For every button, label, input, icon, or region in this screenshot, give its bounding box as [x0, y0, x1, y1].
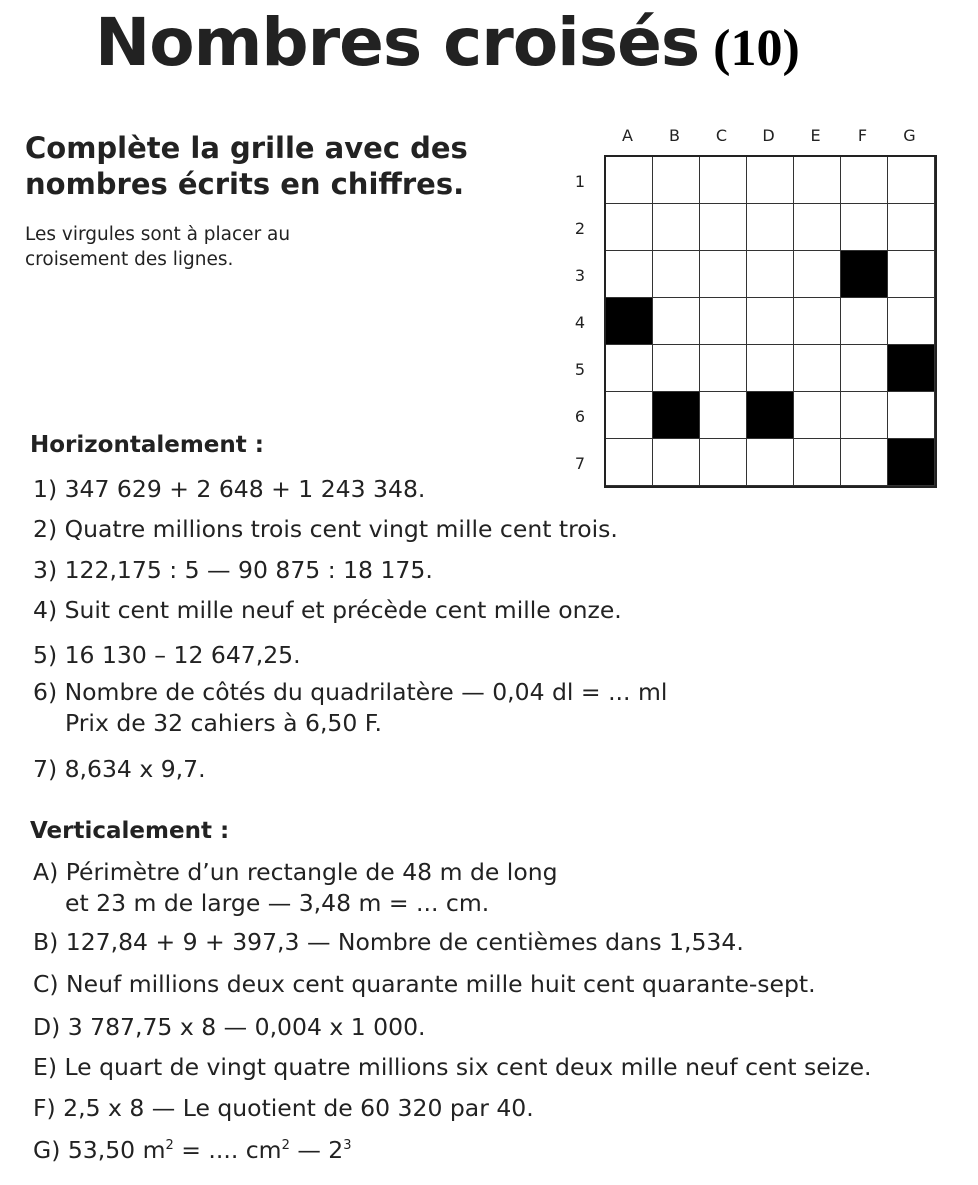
- column-label-b: B: [669, 126, 680, 145]
- grid-cell-e3[interactable]: [794, 251, 841, 298]
- vertical-clue-g: [33, 1135, 352, 1166]
- column-label-d: D: [762, 126, 775, 145]
- grid-cell-b2[interactable]: [653, 204, 700, 251]
- vertical-clue-g-part1: G) 53,50 m: [33, 1136, 166, 1164]
- row-label-3: 3: [574, 266, 586, 285]
- grid-cell-d2[interactable]: [747, 204, 794, 251]
- grid-cell-g6[interactable]: [888, 392, 935, 439]
- horizontal-clue-6-line2: Prix de 32 cahiers à 6,50 F.: [65, 709, 382, 737]
- vertical-clue-a-line2: et 23 m de large — 3,48 m = ... cm.: [65, 889, 490, 917]
- black-cell-d6: [747, 392, 794, 439]
- row-label-5: 5: [574, 360, 586, 379]
- column-label-c: C: [715, 126, 728, 145]
- grid-cell-b4[interactable]: [653, 298, 700, 345]
- grid-cell-c2[interactable]: [700, 204, 747, 251]
- grid-cell-f6[interactable]: [841, 392, 888, 439]
- grid-cell-c4[interactable]: [700, 298, 747, 345]
- horizontal-clue-3: 3) 122,175 : 5 — 90 875 : 18 175.: [33, 556, 433, 584]
- black-cell-a4: [606, 298, 653, 345]
- grid-cell-d3[interactable]: [747, 251, 794, 298]
- grid-cell-e4[interactable]: [794, 298, 841, 345]
- grid-cell-f7[interactable]: [841, 439, 888, 486]
- black-cell-g5: [888, 345, 935, 392]
- horizontal-clue-2: 2) Quatre millions trois cent vingt mille cent trois.: [33, 515, 618, 543]
- grid-cell-b7[interactable]: [653, 439, 700, 486]
- vertical-clue-a: [33, 857, 558, 919]
- grid-cell-d7[interactable]: [747, 439, 794, 486]
- grid-cell-g1[interactable]: [888, 157, 935, 204]
- horizontal-clue-5: 5) 16 130 – 12 647,25.: [33, 641, 301, 669]
- grid-cell-e7[interactable]: [794, 439, 841, 486]
- grid-cell-b1[interactable]: [653, 157, 700, 204]
- title-number: (10): [713, 20, 800, 77]
- grid-cell-a2[interactable]: [606, 204, 653, 251]
- vertical-clue-g-part2: = .... cm: [173, 1136, 282, 1164]
- horizontal-clue-1: 1) 347 629 + 2 648 + 1 243 348.: [33, 475, 426, 503]
- grid-cell-a5[interactable]: [606, 345, 653, 392]
- vertical-clue-g-sup2: 2: [281, 1138, 290, 1154]
- vertical-clue-g-sup3: 3: [343, 1138, 352, 1154]
- grid-cell-a3[interactable]: [606, 251, 653, 298]
- grid-cell-d5[interactable]: [747, 345, 794, 392]
- vertical-clue-b: B) 127,84 + 9 + 397,3 — Nombre de centièmes dans 1,534.: [33, 928, 744, 956]
- grid-cell-g3[interactable]: [888, 251, 935, 298]
- comma-note: Les virgules sont à placer au croisement des lignes.: [25, 224, 291, 270]
- row-label-1: 1: [574, 172, 586, 191]
- vertical-clue-d: D) 3 787,75 x 8 — 0,004 x 1 000.: [33, 1013, 426, 1041]
- column-label-f: F: [857, 126, 868, 145]
- black-cell-f3: [841, 251, 888, 298]
- grid-cell-e5[interactable]: [794, 345, 841, 392]
- instruction-text: Complète la grille avec des nombres écrits en chiffres.: [25, 131, 468, 201]
- grid-cell-f4[interactable]: [841, 298, 888, 345]
- vertical-clue-f: F) 2,5 x 8 — Le quotient de 60 320 par 40.: [33, 1094, 534, 1122]
- horizontal-heading: Horizontalement :: [30, 432, 264, 458]
- grid-cell-c7[interactable]: [700, 439, 747, 486]
- grid-cell-f2[interactable]: [841, 204, 888, 251]
- black-cell-b6: [653, 392, 700, 439]
- row-label-6: 6: [574, 407, 586, 426]
- vertical-heading: Verticalement :: [30, 818, 230, 844]
- row-label-7: 7: [574, 454, 586, 473]
- column-label-g: G: [903, 126, 916, 145]
- grid-cell-b3[interactable]: [653, 251, 700, 298]
- horizontal-clue-4: 4) Suit cent mille neuf et précède cent mille onze.: [33, 596, 622, 624]
- grid-cell-f1[interactable]: [841, 157, 888, 204]
- grid-cell-c3[interactable]: [700, 251, 747, 298]
- grid-cell-a7[interactable]: [606, 439, 653, 486]
- vertical-clue-a-line1: A) Périmètre d’un rectangle de 48 m de long: [33, 858, 558, 886]
- grid-cell-e1[interactable]: [794, 157, 841, 204]
- horizontal-clue-6-line1: 6) Nombre de côtés du quadrilatère — 0,04 dl = ... ml: [33, 678, 668, 706]
- grid-cell-b5[interactable]: [653, 345, 700, 392]
- vertical-clue-e: E) Le quart de vingt quatre millions six cent deux mille neuf cent seize.: [33, 1053, 872, 1081]
- grid-cell-a6[interactable]: [606, 392, 653, 439]
- grid-cell-a1[interactable]: [606, 157, 653, 204]
- vertical-clue-g-part3: — 2: [289, 1136, 344, 1164]
- grid-cell-c5[interactable]: [700, 345, 747, 392]
- horizontal-clue-7: 7) 8,634 x 9,7.: [33, 755, 206, 783]
- column-label-a: A: [622, 126, 633, 145]
- grid-cell-c1[interactable]: [700, 157, 747, 204]
- vertical-clue-c: C) Neuf millions deux cent quarante mille huit cent quarante-sept.: [33, 970, 816, 998]
- grid-cell-c6[interactable]: [700, 392, 747, 439]
- grid-cell-d4[interactable]: [747, 298, 794, 345]
- grid-cell-e6[interactable]: [794, 392, 841, 439]
- grid-cell-d1[interactable]: [747, 157, 794, 204]
- crossword-grid: [604, 155, 937, 488]
- horizontal-clue-6: [33, 677, 667, 739]
- vertical-clue-g-sup1: 2: [165, 1138, 174, 1154]
- grid-cell-g2[interactable]: [888, 204, 935, 251]
- black-cell-g7: [888, 439, 935, 486]
- title-main: Nombres croisés: [95, 4, 700, 81]
- row-label-4: 4: [574, 313, 586, 332]
- grid-cell-f5[interactable]: [841, 345, 888, 392]
- page-title: [95, 4, 800, 81]
- row-label-2: 2: [574, 219, 586, 238]
- grid-cell-e2[interactable]: [794, 204, 841, 251]
- column-label-e: E: [810, 126, 821, 145]
- grid-cell-g4[interactable]: [888, 298, 935, 345]
